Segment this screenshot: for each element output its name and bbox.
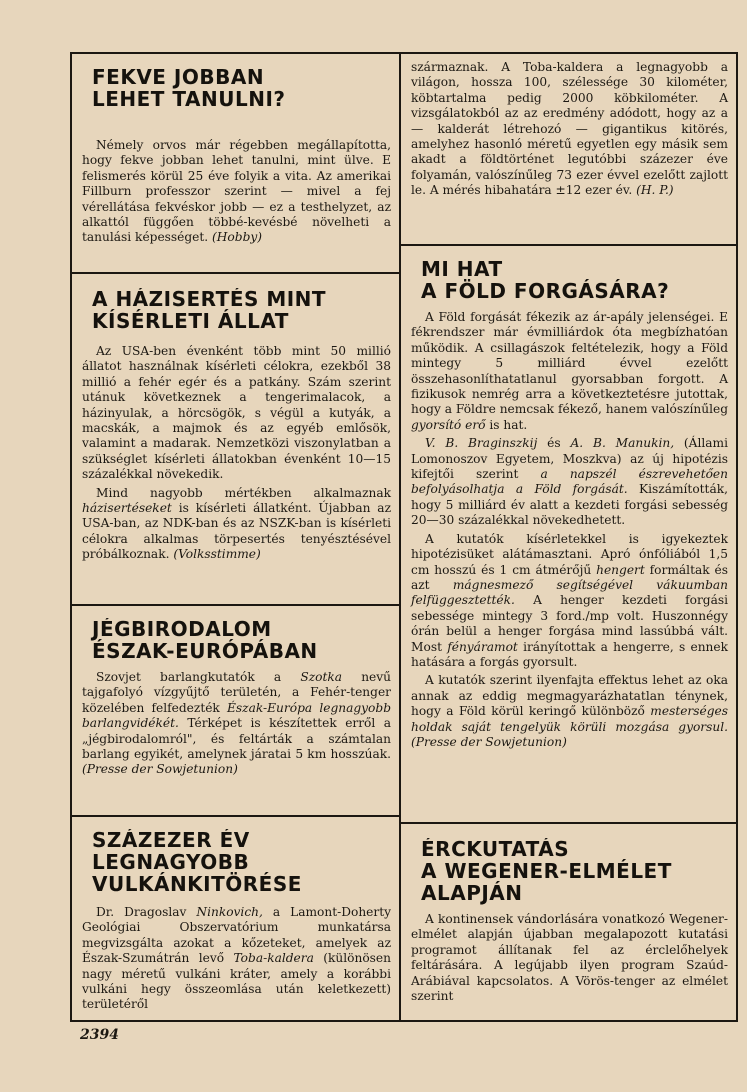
article-szazezer [72,829,399,1020]
divider-left-1 [70,272,401,274]
article-paragraph: Mind nagyobb mértékben alkalmaznak házisertéseket is kísérleti állatként. Újabban az USA-ban, az NDK-ban és az NSZK-ban is kísérleti célokra alkalmas törpesertés tenyésztésével próbálkoznak. (Volksstimme) [82,485,391,562]
article-paragraph: V. B. Braginszkij és A. B. Manukin, (Állami Lomonoszov Egyetem, Moszkva) az új hipotézis kifejtői szerint a napszél észrevehetően befolyásolhatja a Föld forgását. Kiszámították, hogy 5 milliárd év alatt a kezdeti forgási sebesség 20—30 százalékkal növekedhetett. [411,436,728,528]
article-fold [401,258,736,820]
article-title: ÉRCKUTATÁS A WEGENER-ELMÉLET ALAPJÁN [421,838,672,905]
article-paragraph: A kutatók kísérletekkel is igyekeztek hipotézisüket alátámasztani. Apró ónfóliából 1,5 cm hosszú és 1 cm átmérőjű hengert formáltak és azt mágnesmező segítségével vákuumban felfüggesztették. A henger kezdeti forgási sebessége mintegy 3 ford./mp volt. Huszonnégy órán belül a henger forgása mind lassúbbá vált. Most fényáramot irányítottak a hengerre, s ennek hatására a forgás gyorsult. [411,531,729,669]
article-body: Némely orvos már régebben megállapította, hogy fekve jobban lehet tanulni, mint ülve. E felismerés körül 25 éve folyik a vita. Az amerikai Fillburn professzor szerint — mivel a fej vérellátása fekvéskor jobb — ez a testhelyzet, az alkattól függően többé-kevésbé növelheti a tanulási képességet. (Hobby) [82,138,391,245]
article-source: (Presse der Sowjetunion) [411,734,567,749]
article-jeg [72,618,399,813]
article-paragraph: Dr. Dragoslav Ninkovich, a Lamont-Doherty Geológiai Obszervatórium munkatársa megvizsgálta azokat a kőzeteket, amelyek az Észak-Szumátrán levő Toba-kaldera (különösen nagy méretű vulkáni kráter, amely a korábbi vulkáni hegy összeomlása után keletkezett) területéről [82,905,391,1012]
divider-right-2 [399,822,738,824]
article-source: (Hobby) [212,230,263,245]
article-paragraph: A Föld forgását fékezik az ár-apály jelenségei. E fékrendszer már évmilliárdok óta megbízhatóan működik. A csillagászok feltételezik, hogy a Föld mintegy 5 milliárd évvel ezelőtt összehasonlíthatatlanul gyorsabban forgott. A fizikusok nemrég arra a következtetésre jutottak, hogy a Földre nemcsak fékező, hanem valószínűleg gyorsító erő is hat. [411,310,728,432]
divider-left-3 [70,815,401,817]
page-number: 2394 [80,1027,119,1043]
article-paragraph: A kontinensek vándorlására vonatkozó Wegener-elmélet alapján újabban megalapozott kutatási programot állítanak fel az érclelőhelyek feltárására. A legújabb ilyen program Szaúd-Arábiával kapcsolatos. A Vörös-tenger az elmélet szerint [411,912,728,1004]
article-title: A HÁZISERTÉS MINT KÍSÉRLETI ÁLLAT [92,288,327,333]
article-source: (Volksstimme) [173,547,261,562]
article-erc [401,838,736,1020]
article-haziserte [72,288,399,602]
article-title: FEKVE JOBBAN LEHET TANULNI? [92,66,286,111]
article-title: JÉGBIRODALOM ÉSZAK-EURÓPÁBAN [92,618,318,663]
article-paragraph: Szovjet barlangkutatók a Szotka nevű tajgafolyó vízgyűjtő területén, a Fehér-tenger közelében felfedezték Észak-Európa legnagyobb barlangvidékét. Térképet is készítettek erről a „jégbirodalomról", és feltárták a számtalan barlang egyikét, amelynek járatai 5 km hosszúak. (Presse der Sowjetunion) [82,670,392,777]
divider-left-2 [70,604,401,606]
article-title: MI HAT A FÖLD FORGÁSÁRA? [421,258,670,303]
article-paragraph: Az USA-ben évenként több mint 50 millió állatot használnak kísérleti célokra, ezekből 38 millió a fehér egér és a patkány. Szám szerint utánuk következnek a tengerimalacok, a házinyulak, a hörcsögök, s végül a kutyák, a macskák, a majmok és az egyéb emlősök, valamint a madarak. Nemzetközi viszonylatban a szükséglet kísérleti állatokban évenként 10—15 százalékkal növekedik. [82,344,391,482]
article-source: (H. P.) [636,183,674,198]
article-paragraph: származnak. A Toba-kaldera a legnagyobb a világon, hossza 100, szélessége 30 kilométer, köbtartalma pedig 2000 köbkilométer. A vizsgálatokból az az eredmény adódott, hogy az a — kalderát létrehozó — gigantikus kitörés, amelyhez hasonló méretű egyetlen egy másik sem akadt a földtörténet legutóbbi százezer éve folyamán, valószínűleg 73 ezer évvel ezelőtt zajlott le. A mérés hibahatára ±12 ezer év. (H. P.) [411,60,728,198]
article-fekve [72,66,399,270]
article-paragraph: A kutatók szerint ilyenfajta effektus lehet az oka annak az eddig megmagyarázhatatlan ténynek, hogy a Föld körül keringő különböző mesterséges holdak saját tengelyük körüli mozgása gyorsul. (Presse der Sowjetunion) [411,673,728,749]
divider-right-1 [399,244,738,246]
article-title: SZÁZEZER ÉV LEGNAGYOBB VULKÁNKITÖRÉSE [92,829,302,896]
article-szazezer-continued [401,60,736,242]
article-source: (Presse der Sowjetunion) [82,762,238,777]
